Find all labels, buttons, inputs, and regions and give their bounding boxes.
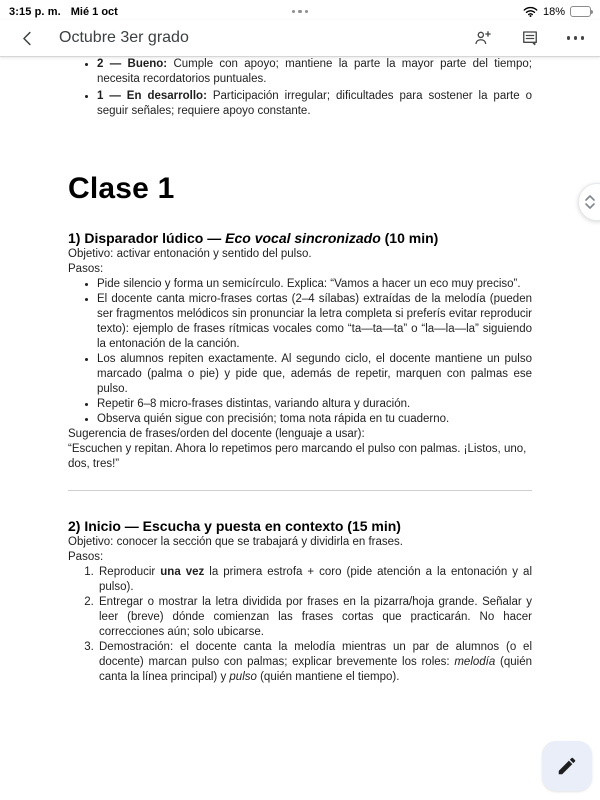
comments-button[interactable] <box>520 28 540 48</box>
status-date: Mié 1 oct <box>70 5 118 18</box>
back-button[interactable] <box>16 27 39 50</box>
nav-bar <box>0 20 600 57</box>
numbered-item: 3. Demostración: el docente canta la melodía mientras un par de alumnos (o el docente) marcan pulso con palmas; explicar brevemente los roles: melodía (quién canta la línea principal) y pulso (quién mantiene el tiempo). <box>97 640 532 685</box>
battery-icon <box>570 6 591 17</box>
chevron-up-icon <box>584 194 596 202</box>
numbered-item: 1. Reproducir una vez la primera estrofa + coro (pide atención a la entonación y al pulso). <box>97 565 532 595</box>
rubric-item-desarrollo: • 1 — En desarrollo: Participación irregular; dificultades para sostener la parte o seguir señales; requiere apoyo constante. <box>97 89 532 119</box>
section-divider <box>68 490 532 491</box>
section2-objetivo: Objetivo: conocer la sección que se trabajará y dividirla en frases. <box>68 536 403 548</box>
status-bar <box>0 0 600 20</box>
chevron-left-icon <box>18 29 37 48</box>
pencil-icon <box>556 755 578 777</box>
more-options-button[interactable] <box>567 36 585 40</box>
document-title: Octubre 3er grado <box>59 29 189 46</box>
wifi-icon <box>523 6 538 17</box>
bullet-item: • Observa quién sigue con precisión; toma nota rápida en tu cuaderno. <box>97 412 532 427</box>
section1-bullet-list <box>68 277 532 427</box>
section2-pasos-label: Pasos: <box>68 551 104 563</box>
share-add-people-button[interactable] <box>472 28 493 48</box>
three-dots-icon <box>292 10 309 14</box>
bullet-item: • Repetir 6–8 micro-frases distintas, variando altura y duración. <box>97 397 532 412</box>
section1-objetivo: Objetivo: activar entonación y sentido del pulso. <box>68 248 312 260</box>
rubric-item-bueno: • 2 — Bueno: Cumple con apoyo; mantiene la parte la mayor parte del tiempo; necesita recordatorios puntuales. <box>97 57 532 87</box>
bullet-item: • Los alumnos repiten exactamente. Al segundo ciclo, el docente mantiene un pulso marcado (palma o pie) y pide que, además de repetir, marquen con palmas ese pulso. <box>97 352 532 397</box>
section1-pasos-label: Pasos: <box>68 263 104 275</box>
section1-heading: 1) Disparador lúdico — Eco vocal sincronizado (10 min) <box>68 230 439 246</box>
sugerencia-intro: Sugerencia de frases/orden del docente (lenguaje a usar): <box>68 428 365 440</box>
clase-heading: Clase 1 <box>68 172 175 205</box>
person-add-icon <box>472 28 493 48</box>
more-icon <box>567 36 585 40</box>
bullet-item: • El docente canta micro-frases cortas (2–4 sílabas) extraídas de la melodía (pueden ser fragmentos melódicos sin pronunciar la letra completa si preferís evitar reproducir texto): ejemplo de frases rítmicas vocales como “ta—ta—ta” o “la—la—la” siguiendo la entonación de la canción. <box>97 292 532 352</box>
chevron-down-icon <box>584 202 596 210</box>
document-page <box>0 57 600 800</box>
section2-numbered-list <box>68 565 532 685</box>
battery-percent: 18% <box>542 5 565 18</box>
comment-icon <box>520 28 540 48</box>
rubric-list <box>68 57 532 119</box>
bullet-item: • Pide silencio y forma un semicírculo. Explica: “Vamos a hacer un eco muy preciso”. <box>97 277 532 292</box>
numbered-item: 2. Entregar o mostrar la letra dividida por frases en la pizarra/hoja grande. Señalar y leer (breve) dónde comienzan las frases cortas que practicarán. No hacer correcciones aún; solo ubicarse. <box>97 595 532 640</box>
sugerencia-quote: “Escuchen y repitan. Ahora lo repetimos pero marcando el pulso con palmas. ¡Listos, uno, dos, tres!” <box>68 443 527 470</box>
status-time: 3:15 p. m. <box>9 5 61 18</box>
edit-fab-button[interactable] <box>542 741 592 791</box>
section2-heading: 2) Inicio — Escucha y puesta en contexto (15 min) <box>68 518 401 534</box>
